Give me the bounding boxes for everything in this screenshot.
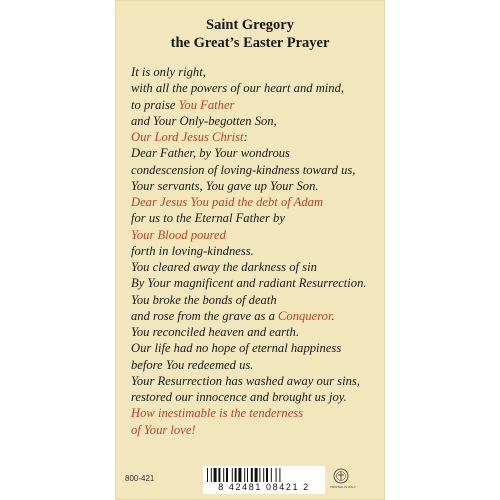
prayer-segment: forth in loving-kindness. [131, 243, 254, 258]
prayer-line [131, 275, 381, 291]
prayer-highlight: Conqueror [278, 308, 332, 323]
barcode-digits: 8 42481 08421 2 [203, 482, 325, 493]
prayer-line [131, 145, 381, 161]
prayer-line [131, 129, 381, 145]
prayer-highlight: Dear Jesus You paid the debt of Adam [131, 195, 324, 209]
prayer-segment: restored our innocence and brought us joy. [131, 390, 347, 404]
prayer-segment: condescension of loving-kindness toward us, [131, 162, 356, 177]
prayer-line [131, 389, 381, 405]
prayer-line [131, 259, 381, 275]
prayer-highlight: Our Lord Jesus Christ [131, 130, 244, 144]
prayer-segment: Dear Father, by Your wondrous [131, 146, 290, 161]
product-code: 800-421 [125, 474, 155, 483]
seal-label: PRINTED IN ITALY [330, 485, 356, 489]
prayer-line [131, 194, 381, 210]
prayer-segment: and rose from the grave as a [131, 308, 279, 323]
prayer-highlight: of Your love! [131, 422, 196, 437]
prayer-segment: : [243, 130, 248, 144]
prayer-segment: Your servants, You gave up Your Son. [131, 178, 319, 193]
prayer-text [131, 64, 381, 438]
prayer-segment: with all the powers of our heart and mind, [131, 81, 345, 96]
prayer-segment: before You redeemed us. [131, 357, 254, 372]
prayer-line [131, 64, 381, 80]
prayer-line [131, 162, 381, 178]
prayer-segment: You cleared away the darkness of sin [131, 260, 317, 274]
barcode [203, 466, 325, 494]
prayer-line [131, 113, 381, 129]
prayer-segment: and Your Only-begotten Son, [131, 113, 277, 128]
prayer-segment: Our life had no hope of eternal happiness [131, 341, 342, 356]
prayer-line [131, 97, 381, 113]
prayer-highlight: How inestimable is the tenderness [131, 406, 304, 421]
prayer-line [131, 292, 381, 308]
prayer-line [131, 80, 381, 96]
prayer-line [131, 243, 381, 259]
card-title-line-2: the Great’s Easter Prayer [170, 35, 330, 51]
prayer-segment: It is only right, [131, 65, 206, 79]
prayer-card [115, 0, 385, 500]
prayer-line [131, 405, 381, 421]
prayer-segment: By Your magnificent and radiant Resurrection. [131, 276, 367, 291]
prayer-line [131, 308, 381, 324]
prayer-line [131, 340, 381, 356]
prayer-line [131, 422, 381, 438]
prayer-line [131, 324, 381, 340]
prayer-segment: . [331, 308, 335, 323]
prayer-line [131, 373, 381, 389]
card-title-line-1: Saint Gregory [206, 17, 294, 33]
card-footer [115, 466, 385, 496]
prayer-highlight: Your Blood poured [131, 227, 226, 242]
prayer-segment: You broke the bonds of death [131, 292, 277, 307]
prayer-segment: to praise [131, 97, 179, 112]
prayer-line [131, 227, 381, 243]
prayer-segment: You reconciled heaven and earth. [131, 325, 299, 339]
prayer-line [131, 210, 381, 226]
prayer-segment: Your Resurrection has washed away our sins, [131, 373, 360, 388]
prayer-segment: for us to the Eternal Father by [131, 211, 285, 226]
publisher-seal-icon [333, 468, 349, 484]
prayer-line [131, 178, 381, 194]
prayer-highlight: You Father [178, 97, 235, 112]
prayer-line [131, 357, 381, 373]
